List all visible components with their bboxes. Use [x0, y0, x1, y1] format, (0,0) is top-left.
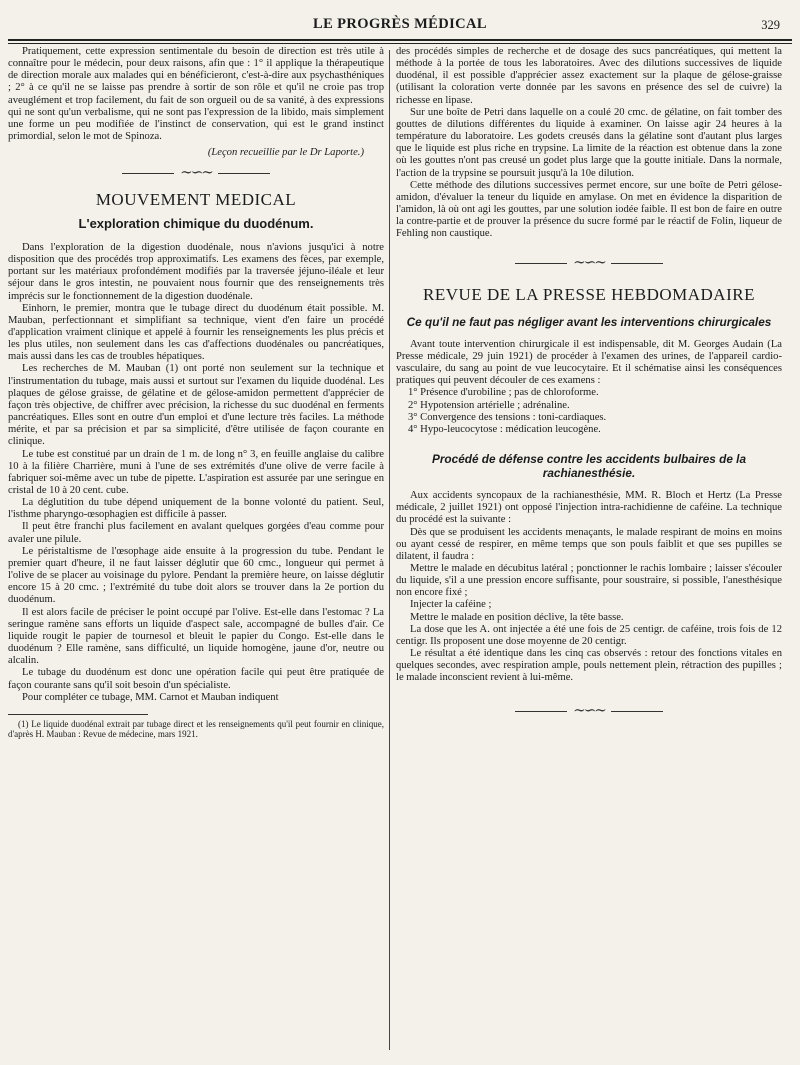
left-column [8, 46, 384, 740]
paragraph: Le résultat a été identique dans les cinq cas observés : retour des fonctions vitales en quelques secondes, avec respiration ample, pouls nettement plein, rétraction des pupilles ; le malade inconscient revient à lui-même. [396, 648, 782, 684]
paragraph: Sur une boîte de Petri dans laquelle on a coulé 20 cmc. de gélatine, on fait tomber des gouttes de dilutions différentes du liquide à examiner. On laisse agir 24 heures à la température du laboratoire. Les godets creusés dans la gélatine sont d'autant plus larges que le liquide est plus riche en trypsine. La limite de la réaction est obtenue dans la zone où les gouttes n'ont pas creusé un godet plus large que la goutte initiale. Dans la normale, l'action de la trypsine se poursuit jusqu'à la 10e dilution. [396, 106, 782, 179]
article-title: Procédé de défense contre les accidents bulbaires de la rachianesthésie. [431, 452, 747, 481]
paragraph: La déglutition du tube dépend uniquement de la bonne volonté du patient. Seul, l'isthme pharyngo-œsophagien est difficile à passer. [8, 497, 384, 521]
paragraph: Le tube est constitué par un drain de 1 m. de long n° 3, en feuille anglaise du calibre 10 à la filière Charrière, muni à l'une de ses extrémités d'une olive de verre facile à fabriquer soi-même avec un tube de pipette. L'aspiration est assurée par une seringue en cristal de 10 à 20 cent. cube. [8, 448, 384, 496]
list-item: 3° Convergence des tensions : toni-cardiaques. [408, 411, 607, 423]
footnote-rule [8, 714, 148, 715]
footnote [8, 719, 384, 740]
paragraph: La dose que les A. ont injectée a été une fois de 25 centigr. de caféine, trois fois de 12 centigr. Ils proposent une dose moyenne de 20 centigr. [396, 623, 782, 647]
paragraph: Les recherches de M. Mauban (1) ont porté non seulement sur la technique et l'instrumentation du tubage, mais aussi et surtout sur l'examen du liquide duodénal. Les plaques de gélose graisse, de gélatine et de gélose-amidon permettent d'apprécier de façon très objective, de chiffrer avec précision, la richesse du suc duodénal en ferments pancréatiques. Elles sont en outre d'un emploi et d'une lecture très faciles. La méthode mérite, et par sa précision et par sa simplicité, d'être utilisée de façon courante en clinique. [8, 363, 384, 448]
paragraph: Injecter la caféine ; [410, 599, 492, 611]
findings-list [396, 387, 782, 436]
citation: (Leçon recueillie par le Dr Laporte.) [207, 147, 364, 159]
header-rule-thin [8, 43, 792, 44]
paragraph: Avant toute intervention chirurgicale il est indispensable, dit M. Georges Audain (La Presse médicale, 29 juin 1921) de procéder à l'examen des urines, de l'appareil cardio-vasculaire, du sang au point de vue leucocytaire. Et il schématise ainsi les conséquences pratiques qui peuvent découler de ces examens : [396, 338, 782, 387]
paragraph: Cette méthode des dilutions successives permet encore, sur une boîte de Petri gélose-amidon, d'évaluer la teneur du liquide en amylase. On met en évidence la disparition de l'amidon, là où ont agi les gouttes, par une solution iodée faible. Il est bon de faire en outre la contre-partie et de prouver la présence du sucre formé par le réactif de Folin, liqueur de Fehling non caustique. [396, 179, 782, 240]
paragraph: Il peut être franchi plus facilement en avalant quelques gorgées d'eau comme pour avaler une pilule. [8, 521, 384, 545]
paragraph: Il est alors facile de préciser le point occupé par l'olive. Est-elle dans l'estomac ? La seringue ramène sans efforts un liquide d'aspect sale, accompagné de bulles d'air. Ce liquide rougit le papier de tournesol et bleuit le papier du Congo. Est-elle dans le duodénum ? Elle ramène, sans difficulté, un liquide homogène, jaune d'or, neutre ou alcalin. [8, 606, 384, 667]
list-item: 4° Hypo-leucocytose : médication leucogène. [408, 423, 601, 435]
flourish-divider: ∼∽∼ [8, 167, 384, 179]
paragraph: Mettre le malade en décubitus latéral ; ponctionner le rachis lombaire ; laisser s'écouler du liquide, s'il a une pression encore suffisante, pour soustraire, si possible, l'anesthésique non encore fixé ; [396, 563, 782, 599]
flourish-divider: ∼∽∼ [396, 705, 782, 717]
paragraph: Dès que se produisent les accidents menaçants, le malade respirant de moins en moins ou ayant cessé de respirer, en même temps que son pouls faiblit et que ses pupilles se dilatent, il faudra : [396, 526, 782, 562]
section-title: REVUE DE LA PRESSE HEBDOMADAIRE [423, 284, 755, 304]
flourish-divider: ∼∽∼ [396, 257, 782, 269]
intro-paragraph: Pratiquement, cette expression sentimentale du besoin de direction est très utile à connaître pour le médecin, pour deux raisons, afin que : 1° il applique la thérapeutique de direction morale aux malades qui en bénéficieront, c'est-à-dire aux psychasthéniques ; 2° à ce qu'il ne se laisse pas prendre à sortir de son rôle et qu'il ne croie pas trop aveuglément et trop facilement, du fait de son orgueil ou de sa vanité, à des expressions qui ne sont qu'un verbalisme, qui ne sont pas l'expression de la libido, mais simplement une forme un peu modifiée de l'instinct de conservation, qui est le grand instinct primordial, selon le mot de Spinoza. [8, 46, 384, 143]
page-header [8, 12, 792, 42]
list-item: 1° Présence d'urobiline ; pas de chloroforme. [408, 387, 599, 399]
paragraph: Pour compléter ce tubage, MM. Carnot et Mauban indiquent [22, 691, 279, 703]
paragraph: Dans l'exploration de la digestion duodénale, nous n'avions jusqu'ici à notre disposition que des procédés trop approximatifs. Les examens des fèces, par exemple, portant sur les matériaux profondément modifiés par la traversée jéjuno-iléale et leur séjour dans le gros intestin, ne pouvaient nous fournir que des renseignements très imprécis sur le fonctionnement de la digestion duodénale. [8, 241, 384, 302]
section-title: MOUVEMENT MEDICAL [95, 189, 297, 209]
paragraph: Aux accidents syncopaux de la rachianesthésie, MM. R. Bloch et Hertz (La Presse médicale, 2 juillet 1921) ont opposé l'injection intra-rachidienne de caféine. La technique du procédé est la suivante : [396, 490, 782, 526]
header-rule [8, 39, 792, 41]
paragraph: des procédés simples de recherche et de dosage des sucs pancréatiques, qui mettent la méthode à la portée de tous les laboratoires. Avec des dilutions successives de liquide duodénal, il est possible d'apprécier assez exactement sur la plaque de gélose-graisse (utilisant la coloration verte donnée par les savons en présence des sel de cuivre) la richesse en lipase. [396, 46, 782, 106]
page-number: 329 [761, 18, 780, 32]
article-title: Ce qu'il ne faut pas négliger avant les interventions chirurgicales [406, 314, 772, 329]
paragraph: Einhorn, le premier, montra que le tubage direct du duodénum était possible. M. Mauban, perfectionnant et simplifiant sa technique, vient d'en faire un procédé d'application vraiment clinique et appelé à fournir les renseignements les plus précis et les plus utiles, non seulement dans les cas d'affections duodénales ou pancréatiques, mais aussi dans les cas de troubles hépatiques. [8, 302, 384, 363]
right-column [396, 46, 782, 737]
footnote-text: (1) Le liquide duodénal extrait par tubage direct et les renseignements qu'il peut fournir en clinique, d'après H. Mauban : Revue de médecine, mars 1921. [8, 718, 384, 740]
list-item: 2° Hypotension artérielle ; adrénaline. [408, 399, 570, 411]
journal-title: LE PROGRÈS MÉDICAL [313, 16, 487, 32]
article-title: L'exploration chimique du duodénum. [78, 215, 314, 231]
paragraph: Le tubage du duodénum est donc une opération facile qui peut être pratiquée de façon courante sans qu'il soit besoin d'un spécialiste. [8, 667, 384, 691]
paragraph: Mettre le malade en position déclive, la tête basse. [410, 611, 624, 623]
column-divider [389, 50, 390, 1050]
paragraph: Le péristaltisme de l'œsophage aide ensuite à la progression du tube. Pendant le premier quart d'heure, il ne faut laisser déglutir que 60 cmc., longueur qui permet à l'olive de se placer au voisinage du pylore. Pendant la première heure, on laisse déglutir encore 15 à 20 cmc. ; l'extrémité du tube doit alors se trouver dans la 2e portion du duodénum. [8, 545, 384, 606]
